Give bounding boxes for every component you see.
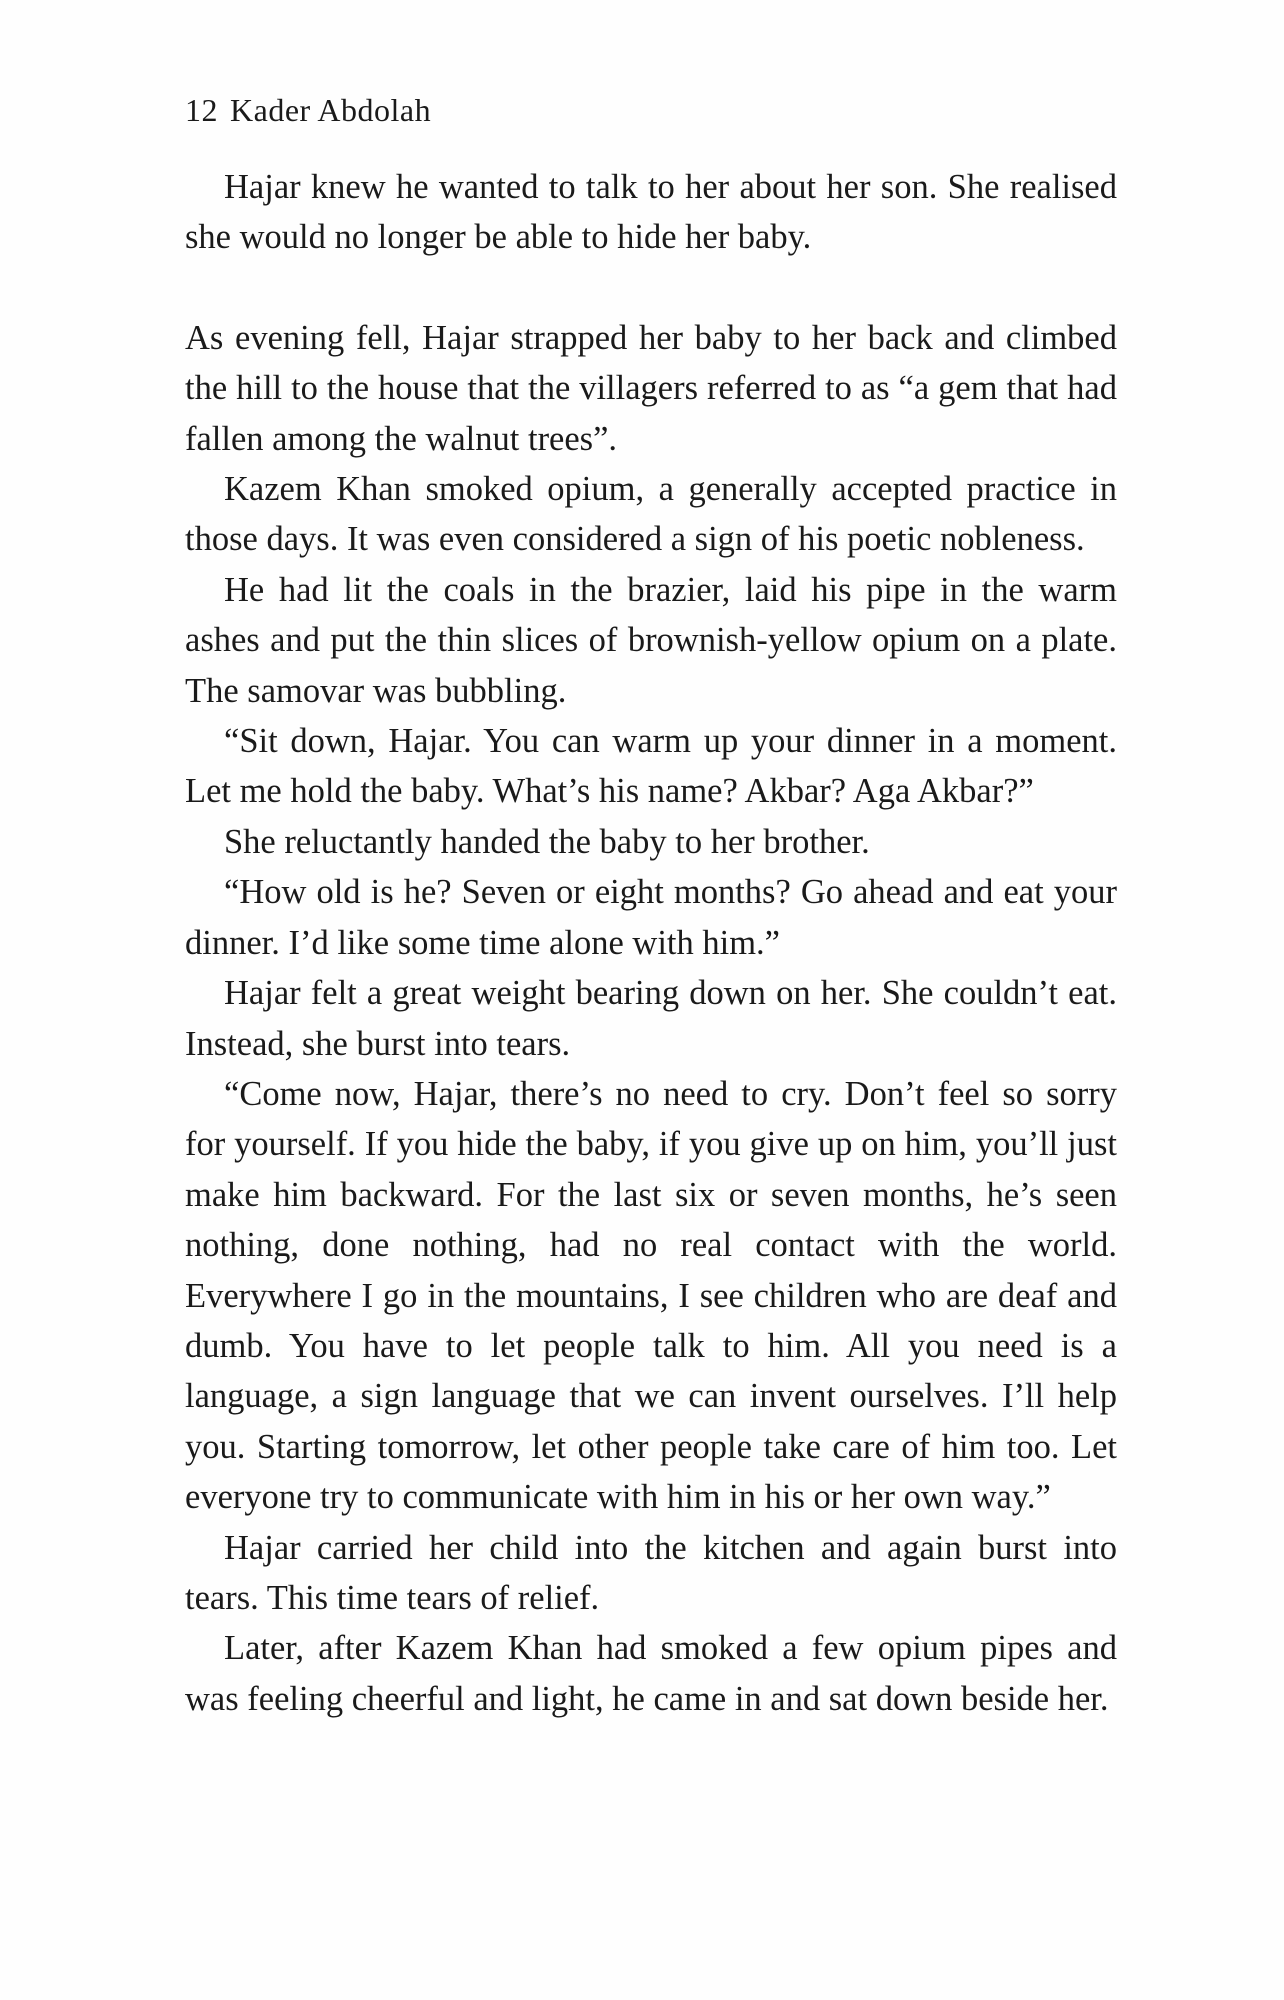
running-head	[185, 90, 431, 130]
section-break	[185, 263, 1117, 313]
paragraph: Hajar carried her child into the kitchen and again burst into tears. This time tears of relief.	[185, 1528, 1117, 1617]
paragraph: Hajar knew he wanted to talk to her about her son. She realised she would no longer be able to hide her baby.	[185, 168, 1117, 257]
paragraph: “Sit down, Hajar. You can warm up your dinner in a moment. Let me hold the baby. What’s his name? Akbar? Aga Akbar?”	[185, 722, 1117, 811]
body-text	[185, 162, 1117, 1724]
paragraph: Later, after Kazem Khan had smoked a few opium pipes and was feeling cheerful and light, he came in and sat down beside her.	[185, 1629, 1117, 1718]
paragraph: Hajar felt a great weight bearing down on her. She couldn’t eat. Instead, she burst into tears.	[185, 974, 1117, 1063]
paragraph: She reluctantly handed the baby to her brother.	[224, 822, 870, 861]
paragraph: Kazem Khan smoked opium, a generally accepted practice in those days. It was even considered a sign of his poetic nobleness.	[185, 470, 1117, 559]
page-number: 12	[185, 92, 218, 128]
paragraph: He had lit the coals in the brazier, laid his pipe in the warm ashes and put the thin slices of brownish-yellow opium on a plate. The samovar was bubbling.	[185, 570, 1117, 710]
paragraph: “How old is he? Seven or eight months? Go ahead and eat your dinner. I’d like some time alone with him.”	[185, 873, 1117, 962]
paragraph: As evening fell, Hajar strapped her baby to her back and climbed the hill to the house that the villagers referred to as “a gem that had fallen among the walnut trees”.	[185, 318, 1117, 458]
paragraph: “Come now, Hajar, there’s no need to cry. Don’t feel so sorry for yourself. If you hide the baby, if you give up on him, you’ll just make him backward. For the last six or seven months, he’s seen nothing, done nothing, had no real contact with the world. Everywhere I go in the mountains, I see children who are deaf and dumb. You have to let people talk to him. All you need is a language, a sign language that we can invent ourselves. I’ll help you. Starting tomorrow, let other people take care of him too. Let everyone try to communicate with him in his or her own way.”	[185, 1074, 1117, 1517]
author-name: Kader Abdolah	[230, 92, 432, 128]
